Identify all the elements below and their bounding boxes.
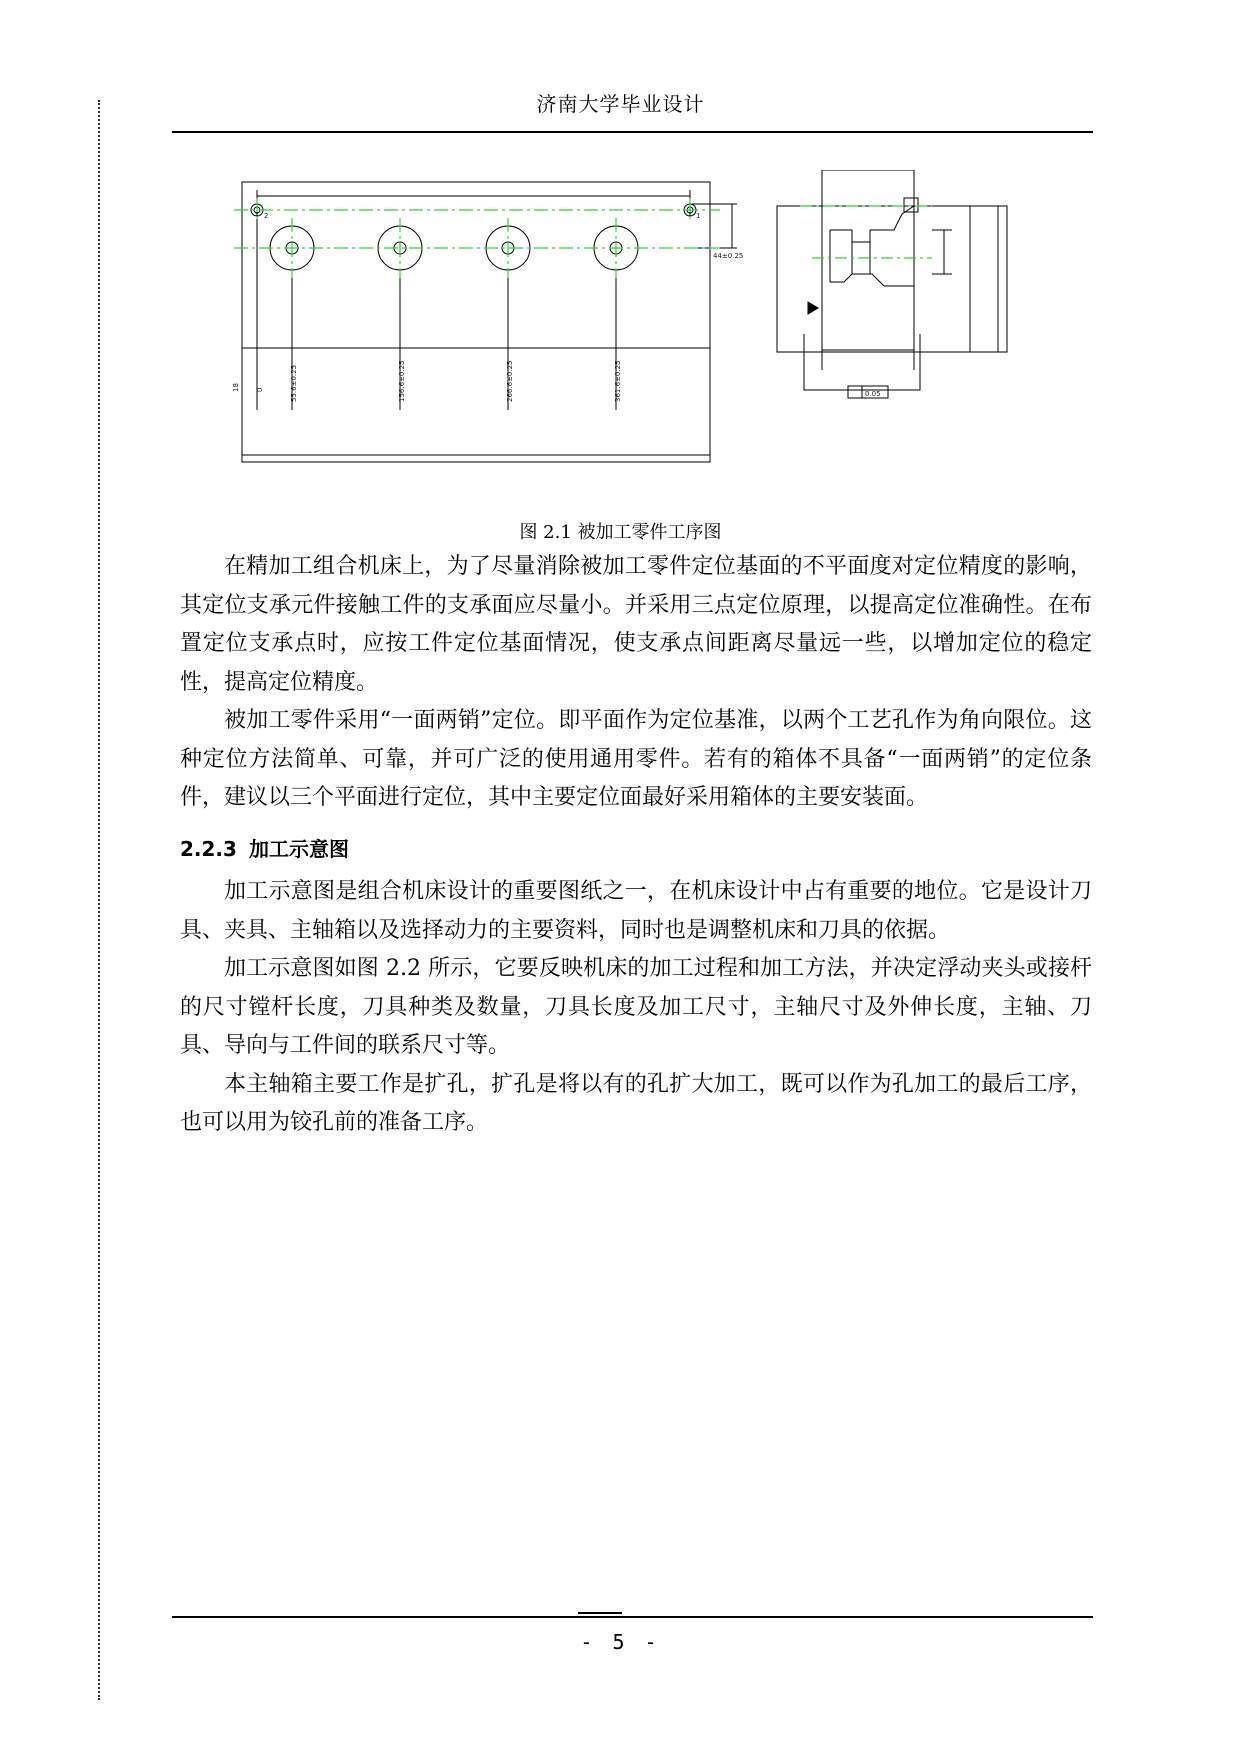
centerlines bbox=[234, 198, 720, 278]
paragraph: 本主轴箱主要工作是扩孔，扩孔是将以有的孔扩大加工，既可以作为孔加工的最后工序，也可以用为铰孔前的准备工序。 bbox=[180, 1071, 1092, 1135]
header-rule bbox=[172, 131, 1093, 133]
section-title: 加工示意图 bbox=[248, 836, 349, 861]
section-number: 2.2.3 bbox=[180, 836, 237, 861]
main-view bbox=[242, 182, 737, 462]
section-heading bbox=[180, 830, 1092, 869]
paragraph: 加工示意图是组合机床设计的重要图纸之一，在机床设计中占有重要的地位。它是设计刀具、夹具、主轴箱以及选择动力的主要资料，同时也是调整机床和刀具的依据。 bbox=[180, 879, 1092, 943]
side-centerlines bbox=[800, 206, 932, 258]
header-title: 济南大学毕业设计 bbox=[536, 92, 705, 116]
dim-266: 266.6±0.25 bbox=[506, 360, 514, 402]
paragraph: 在精加工组合机床上，为了尽量消除被加工零件定位基面的不平面度对定位精度的影响，其定位支承元件接触工件的支承面应尽量小。并采用三点定位原理，以提高定位准确性。在布置定位支承点时，应按工件定位基面情况，使支承点间距离尽量远一些，以增加定位的稳定性，提高定位精度。 bbox=[180, 554, 1092, 695]
paragraph: 加工示意图如图 2.2 所示，它要反映机床的加工过程和加工方法，并决定浮动夹头或接杆的尺寸镗杆长度，刀具种类及数量，刀具长度及加工尺寸，主轴尺寸及外伸长度，主轴、刀具、导向与工件间的联系尺寸等。 bbox=[180, 956, 1092, 1058]
footer-rule bbox=[172, 1616, 1093, 1618]
figure-2-1 bbox=[172, 170, 1093, 510]
dim-18: 18 bbox=[232, 383, 240, 392]
dim-156: 156.6±0.25 bbox=[398, 360, 406, 402]
figure-caption: 图 2.1 被加工零件工序图 bbox=[519, 522, 722, 543]
binding-line bbox=[98, 100, 100, 1700]
dim-pin-2: 2 bbox=[264, 212, 269, 220]
dim-flatness: 0.05 bbox=[865, 390, 881, 398]
page-number: - 5 - bbox=[580, 1630, 661, 1654]
dim-55: 55.6±0.25 bbox=[290, 364, 298, 402]
dim-pin-1: 1 bbox=[696, 212, 701, 220]
dim-361: 361.6±0.25 bbox=[614, 360, 622, 402]
engineering-drawing bbox=[172, 170, 1093, 510]
body-text bbox=[180, 548, 1092, 1143]
dim-0: 0 bbox=[256, 387, 264, 392]
side-view bbox=[777, 170, 1007, 398]
dim-44: 44±0.25 bbox=[713, 252, 744, 260]
paragraph: 被加工零件采用“一面两销”定位。即平面作为定位基准，以两个工艺孔作为角向限位。这种定位方法简单、可靠，并可广泛的使用通用零件。若有的箱体不具备“一面两销”的定位条件，建议以三个平面进行定位，其中主要定位面最好采用箱体的主要安装面。 bbox=[180, 708, 1092, 810]
footer-rule-mark bbox=[578, 1612, 622, 1614]
